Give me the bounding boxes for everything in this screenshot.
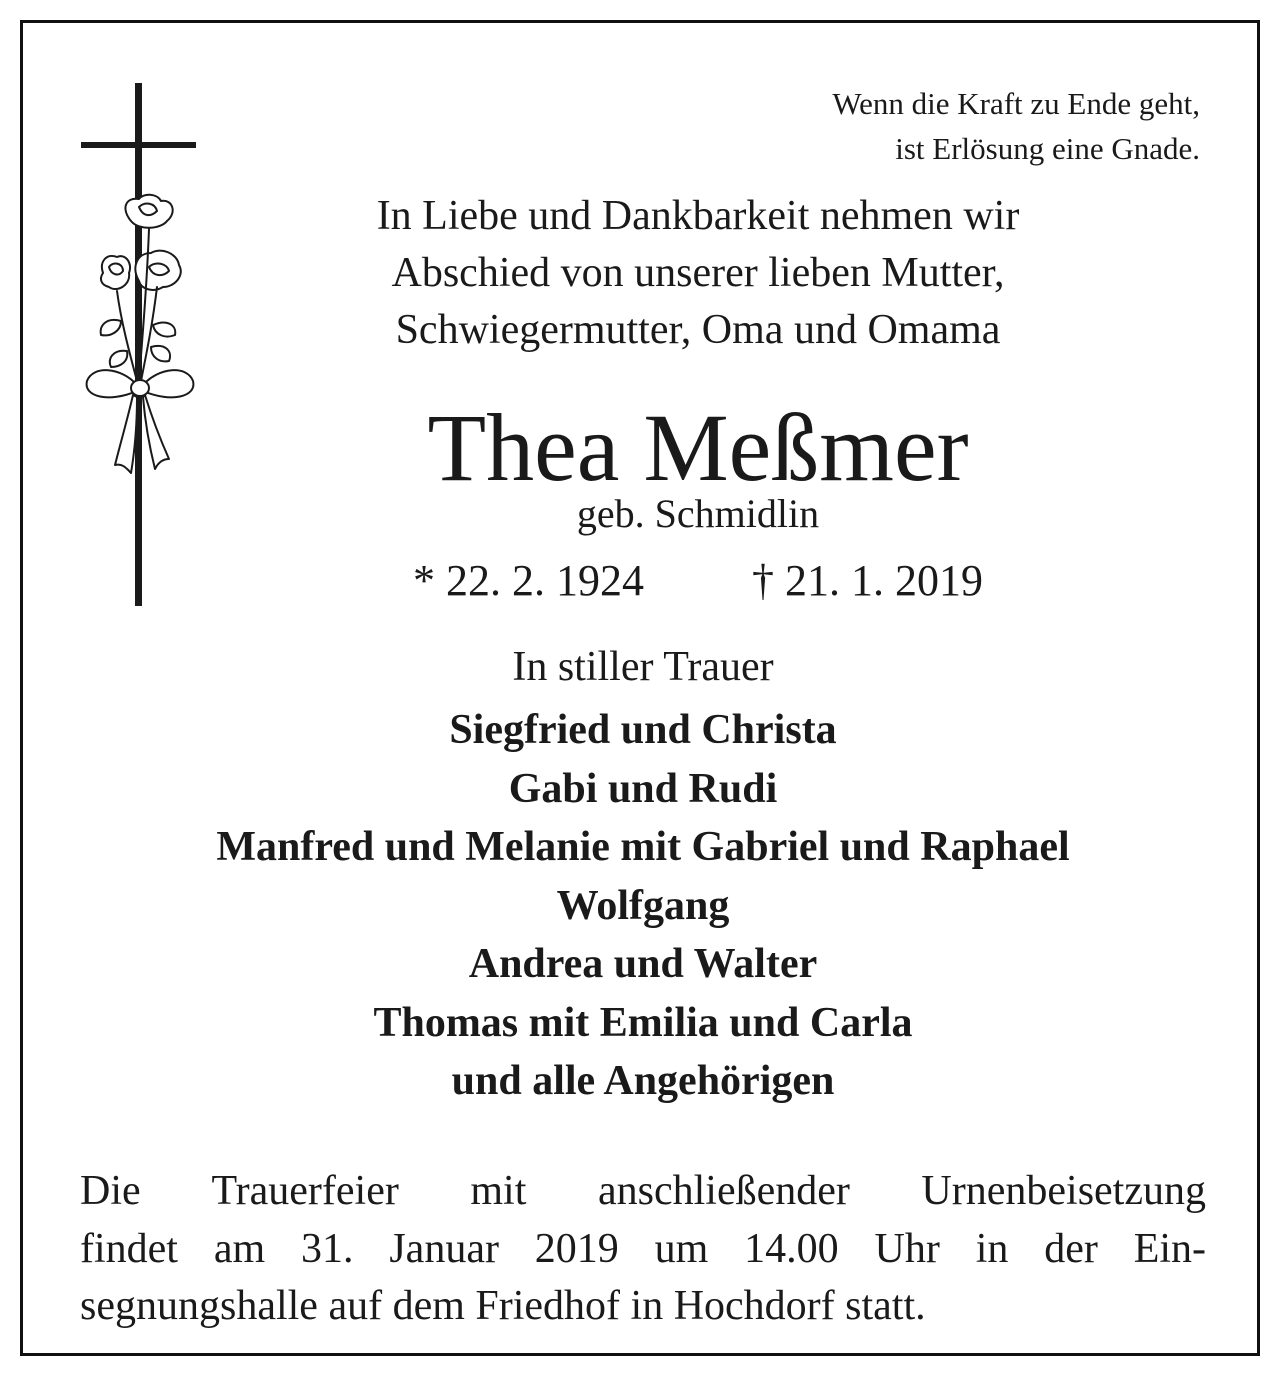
cross-with-roses-icon — [81, 81, 207, 611]
funeral-notice — [80, 1163, 1206, 1336]
life-dates — [263, 553, 1133, 609]
family-line: Wolfgang — [556, 882, 730, 929]
notice-line: segnungshalle auf dem Friedhof in Hochdorf statt. — [80, 1283, 926, 1329]
family-line: Gabi und Rudi — [508, 765, 778, 812]
mourning-label: In stiller Trauer — [512, 644, 774, 690]
intro-line: Abschied von unserer lieben Mutter, — [391, 250, 1005, 296]
intro-line: Schwiegermutter, Oma und Omama — [395, 307, 1001, 353]
obituary-frame — [20, 20, 1260, 1356]
family-line: Andrea und Walter — [468, 941, 818, 987]
deceased-name: Thea Meßmer — [427, 394, 969, 501]
notice-line: Die Trauerfeier mit anschließender Urnenbeisetzung — [80, 1168, 1206, 1214]
birth-date: * 22. 2. 1924 — [413, 556, 644, 605]
family-line: Manfred und Melanie mit Gabriel und Raphael — [216, 824, 1070, 870]
notice-line: findet am 31. Januar 2019 um 14.00 Uhr in der Ein- — [80, 1225, 1206, 1272]
family-line: Siegfried und Christa — [449, 707, 837, 753]
motto — [832, 81, 1200, 171]
motto-line: Wenn die Kraft zu Ende geht, — [832, 86, 1200, 121]
motto-line: ist Erlösung eine Gnade. — [895, 131, 1200, 166]
family-line: und alle Angehörigen — [451, 1058, 835, 1104]
family-line: Thomas mit Emilia und Carla — [373, 999, 913, 1046]
maiden-name: geb. Schmidlin — [576, 491, 820, 536]
family-list — [23, 701, 1263, 1111]
death-date: † 21. 1. 2019 — [752, 556, 983, 605]
intro-line: In Liebe und Dankbarkeit nehmen wir — [376, 193, 1020, 239]
intro-text — [263, 188, 1133, 359]
